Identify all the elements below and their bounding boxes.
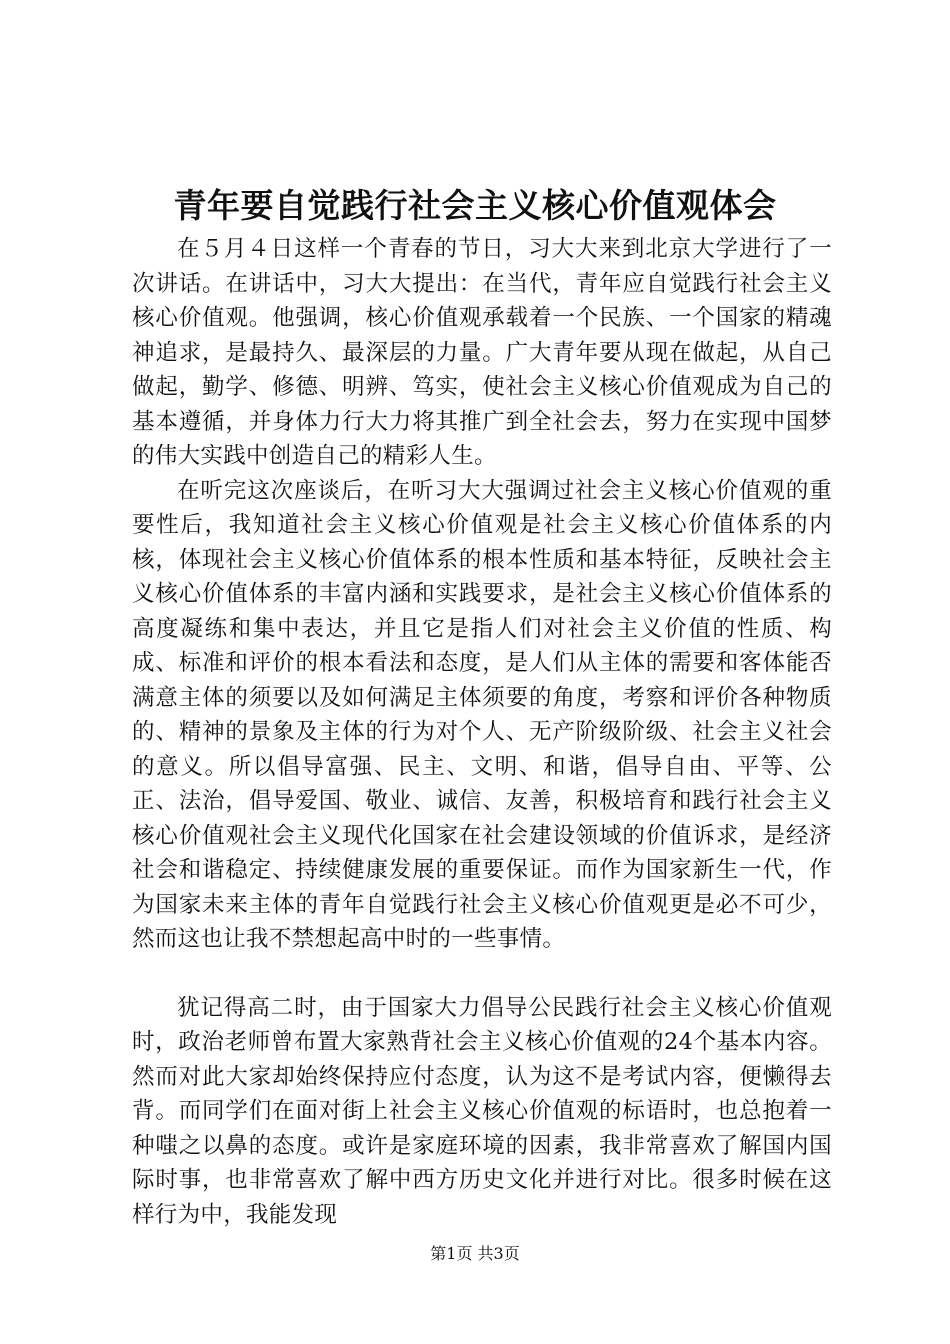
paragraph-2: 在听完这次座谈后，在听习大大强调过社会主义核心价值观的重要性后，我知道社会主义核心价值观是社会主义核心价值体系的内核，体现社会主义核心价值体系的根本性质和基本特征，反映社会主义核心价值体系的丰富内涵和实践要求，是社会主义核心价值体系的高度凝练和集中表达，并且它是指人们对社会主义价值的性质、构成、标准和评价的根本看法和态度，是人们从主体的需要和客体能否满意主体的须要以及如何满足主体须要的角度，考察和评价各种物质的、精神的景象及主体的行为对个人、无产阶级阶级、社会主义社会的意义。所以倡导富强、民主、文明、和谐，倡导自由、平等、公正、法治，倡导爱国、敬业、诚信、友善，积极培育和践行社会主义核心价值观社会主义现代化国家在社会建设领域的价值诉求，是经济社会和谐稳定、持续健康发展的重要保证。而作为国家新生一代，作为国家未来主体的青年自觉践行社会主义核心价值观更是必不可少，然而这也让我不禁想起高中时的一些事情。 bbox=[132, 477, 832, 952]
document-title: 青年要自觉践行社会主义核心价值观体会 bbox=[173, 186, 777, 225]
page-footer: 第1页 共3页 bbox=[430, 1244, 520, 1263]
paragraph-3: 犹记得高二时，由于国家大力倡导公民践行社会主义核心价值观时，政治老师曾布置大家熟背社会主义核心价值观的24个基本内容。然而对此大家却始终保持应付态度，认为这不是考试内容，便懒得去背。而同学们在面对街上社会主义核心价值观的标语时，也总抱着一种嗤之以鼻的态度。或许是家庭环境的因素，我非常喜欢了解国内国际时事，也非常喜欢了解中西方历史文化并进行对比。很多时候在这样行为中，我能发现 bbox=[132, 994, 832, 1228]
document-body bbox=[132, 232, 832, 1232]
paragraph-1: 在５月４日这样一个青春的节日，习大大来到北京大学进行了一次讲话。在讲话中，习大大提出：在当代，青年应自觉践行社会主义核心价值观。他强调，核心价值观承载着一个民族、一个国家的精魂神追求，是最持久、最深层的力量。广大青年要从现在做起，从自己做起，勤学、修德、明辨、笃实，使社会主义核心价值观成为自己的基本遵循，并身体力行大力将其推广到全社会去，努力在实现中国梦的伟大实践中创造自己的精彩人生。 bbox=[132, 236, 832, 469]
